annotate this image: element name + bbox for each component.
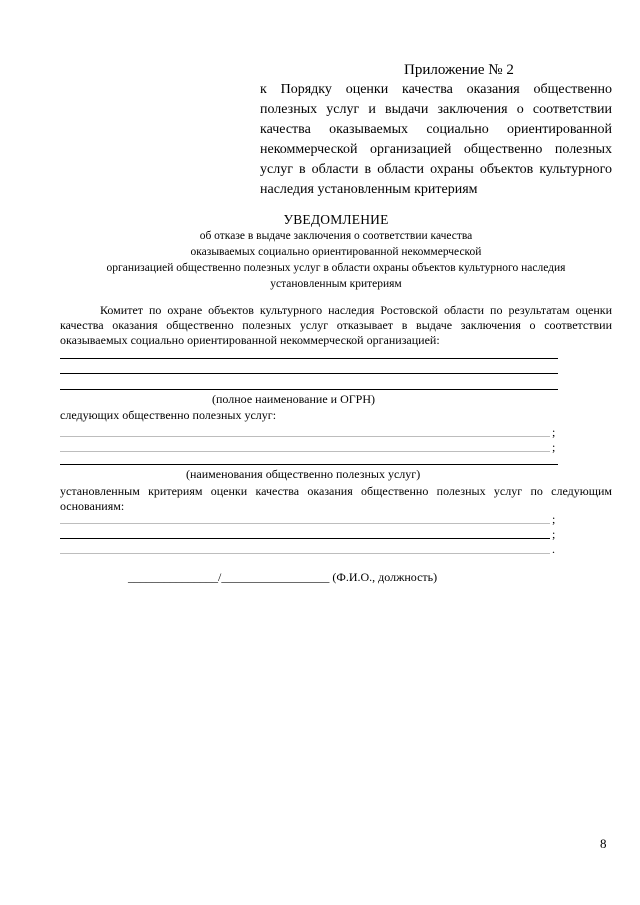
notice-subtitle-line-2: оказываемых социально ориентированной некоммерческой bbox=[190, 246, 482, 258]
org-blank-line-1 bbox=[60, 358, 558, 359]
page-number: 8 bbox=[600, 836, 607, 851]
grounds-blank-line-1 bbox=[60, 523, 550, 524]
notice-subtitle-line-3: организацией общественно полезных услуг в области охраны объектов культурного наследия bbox=[106, 262, 566, 274]
signature-blank-right: __________________ bbox=[221, 570, 330, 584]
signature-label: (Ф.И.О., должность) bbox=[332, 570, 438, 584]
signature-block bbox=[128, 570, 437, 585]
grounds-semicolon-1: ; bbox=[552, 512, 556, 526]
appendix-title: Приложение № 2 bbox=[404, 62, 514, 78]
criteria-paragraph: установленным критериям оценки качества оказания общественно полезных услуг по следующим основаниям: bbox=[60, 484, 612, 513]
services-semicolon-2: ; bbox=[552, 440, 556, 454]
org-caption: (полное наименование и ОГРН) bbox=[212, 392, 376, 406]
services-semicolon-1: ; bbox=[552, 425, 556, 439]
grounds-blank-line-3 bbox=[60, 553, 550, 554]
grounds-blank-line-2 bbox=[60, 538, 550, 539]
appendix-reference-text: к Порядку оценки качества оказания общественно полезных услуг и выдачи заключения о соответствии качества оказываемых социально ориентированной некоммерческой организацией общественно полезных услуг в области в области охраны объектов культурного наследия установленным критериям bbox=[260, 82, 612, 197]
signature-slash: / bbox=[218, 570, 222, 584]
org-blank-line-3 bbox=[60, 389, 558, 390]
services-label: следующих общественно полезных услуг: bbox=[60, 408, 277, 422]
org-blank-line-2 bbox=[60, 373, 558, 374]
notice-heading bbox=[60, 212, 612, 292]
signature-blank-left: _______________ bbox=[128, 570, 218, 584]
notice-subtitle-line-4: установленным критериям bbox=[270, 278, 402, 290]
intro-paragraph: Комитет по охране объектов культурного наследия Ростовской области по результатам оценки качества оказания общественно полезных услуг отказывает в выдаче заключения о соответствии оказываемых социально ориентированной некоммерческой организацией: bbox=[60, 303, 612, 347]
notice-title: УВЕДОМЛЕНИЕ bbox=[283, 212, 389, 227]
grounds-semicolon-2: ; bbox=[552, 527, 556, 541]
services-blank-line-2 bbox=[60, 451, 550, 452]
services-blank-line-3 bbox=[60, 464, 558, 465]
services-caption: (наименования общественно полезных услуг) bbox=[186, 467, 421, 481]
services-blank-line-1 bbox=[60, 436, 550, 437]
notice-subtitle-line-1: об отказе в выдаче заключения о соответствии качества bbox=[199, 230, 473, 242]
grounds-period: . bbox=[552, 542, 555, 556]
